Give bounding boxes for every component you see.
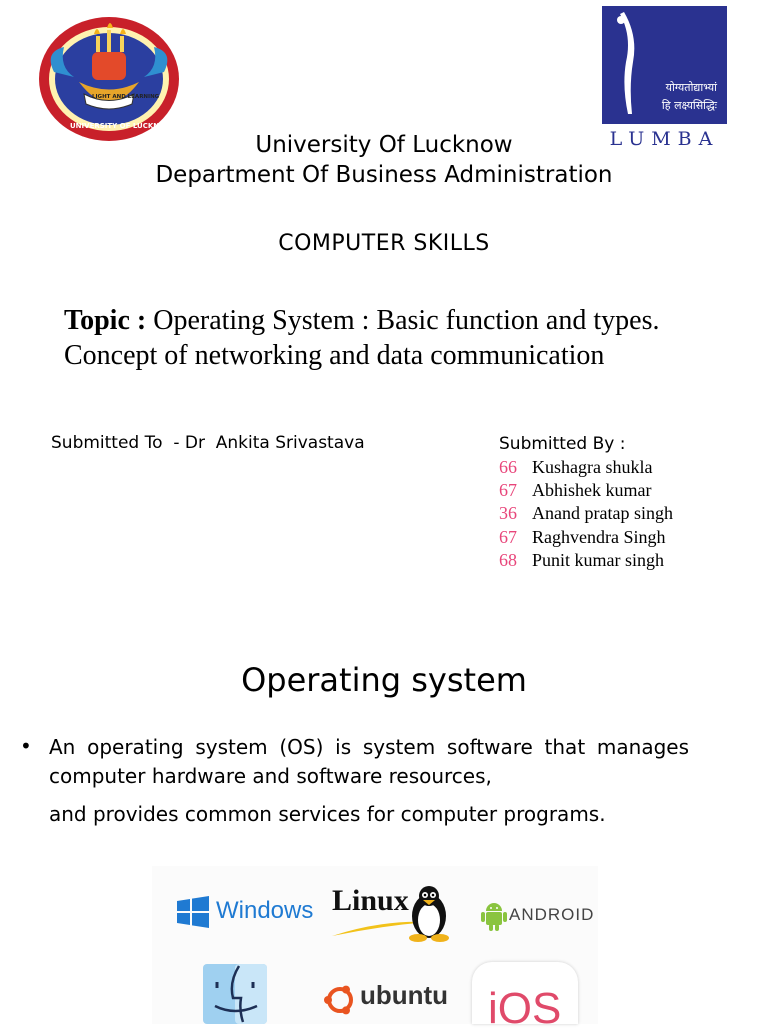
tux-penguin-icon [404, 884, 454, 946]
member-name: Kushagra shukla [532, 457, 653, 477]
list-item [499, 526, 673, 549]
roll-number: 68 [499, 549, 517, 570]
bullet-line1: An operating system (OS) is system software that [49, 735, 586, 759]
university-name: University Of Lucknow [255, 132, 513, 158]
university-of-lucknow-logo [34, 12, 184, 146]
windows-label: Windows [216, 897, 314, 924]
ios-app-icon [472, 962, 578, 1024]
bullet-line3: and provides common services for computer programs. [49, 802, 606, 826]
university-logo-motto: LIGHT AND LEARNING [92, 94, 160, 100]
topic-line2: Concept of networking and data communication [64, 340, 605, 371]
mac-finder-icon [203, 964, 267, 1028]
ios-label: iOS [488, 984, 562, 1024]
list-item [499, 456, 673, 479]
member-name: Abhishek kumar [532, 480, 652, 501]
lumba-logo [602, 6, 727, 124]
bullet-paragraph [49, 733, 689, 829]
topic-line1: Operating System : Basic function and types. [146, 305, 660, 336]
roll-number: 67 [499, 480, 517, 501]
roll-number: 66 [499, 457, 517, 477]
ubuntu-circle-icon [322, 982, 358, 1022]
member-name: Raghvendra Singh [532, 526, 666, 547]
lumba-motto-line2: हि लक्ष्यसिद्धिः [661, 99, 717, 112]
linux-label: Linux [332, 884, 409, 917]
topic-label: Topic : [64, 305, 147, 336]
ubuntu-label: ubuntu [360, 980, 449, 1010]
android-robot-icon [481, 901, 507, 935]
slide-title: Operating system [241, 661, 527, 699]
roll-number: 67 [499, 526, 517, 547]
list-item [499, 502, 673, 525]
submitted-by-label: Submitted By : [499, 434, 626, 454]
bullet-icon: • [20, 734, 32, 758]
list-item [499, 479, 673, 502]
android-label: ANDROID [509, 905, 595, 924]
lumba-name: LUMBA [609, 128, 720, 150]
topic-block [64, 303, 744, 373]
subject-title: COMPUTER SKILLS [278, 231, 490, 256]
bullet-line2: manages computer hardware and software resources, [49, 735, 689, 788]
windows-logo-icon [176, 896, 210, 932]
department-name: Department Of Business Administration [155, 162, 613, 188]
member-name: Punit kumar singh [532, 549, 665, 570]
member-name: Anand pratap singh [532, 503, 673, 524]
list-item [499, 549, 673, 572]
university-logo-ring-text: UNIVERSITY OF LUCKNOW [70, 122, 173, 130]
roll-number: 36 [499, 503, 517, 524]
lumba-motto-line1: योग्यतोद्याभ्यां [665, 81, 717, 94]
member-list [499, 456, 673, 572]
submitted-to: Submitted To - Dr Ankita Srivastava [51, 433, 365, 453]
